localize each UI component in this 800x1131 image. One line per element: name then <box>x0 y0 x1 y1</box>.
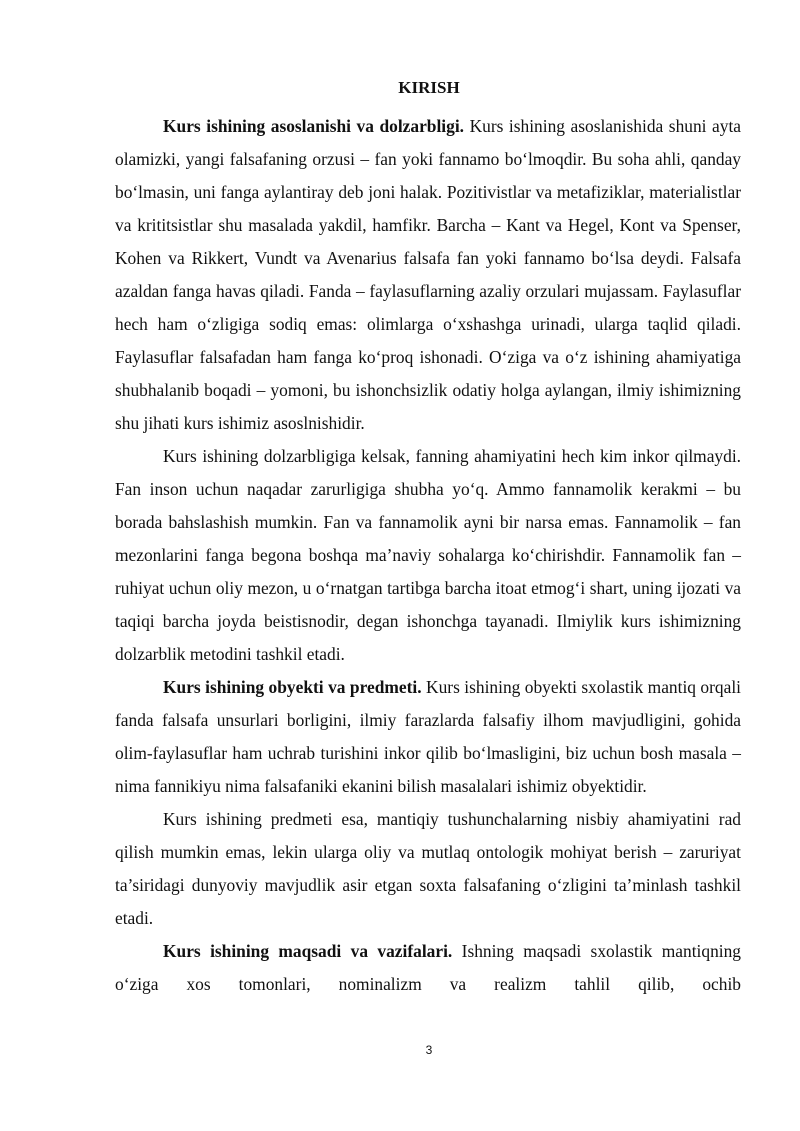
paragraph-lead: Kurs ishining maqsadi va vazifalari. <box>163 941 453 961</box>
page-number: 3 <box>425 1043 433 1057</box>
paragraph-goals <box>115 935 741 1001</box>
page-title: KIRISH <box>398 78 460 97</box>
paragraph-relevance <box>115 440 741 671</box>
paragraph-object-subject <box>115 671 741 803</box>
document-body <box>115 110 741 1001</box>
paragraph-text: Kurs ishining predmeti esa, mantiqiy tushunchalarning nisbiy ahamiyatini rad qilish mumkin emas, lekin ularga oliy va mutlaq ontologik mohiyat berish – zaruriyat ta’siridagi dunyoviy mavjudlik asir etgan soxta falsafaning o‘zligini ta’minlash tashkil etadi. <box>115 809 741 928</box>
paragraph-text: Kurs ishining asoslanishida shuni ayta olamizki, yangi falsafaning orzusi – fan yoki fannamo bo‘lmoqdir. Bu soha ahli, qanday bo‘lmasin, uni fanga aylantiray deb joni halak. Pozitivistlar va metafiziklar, materialistlar va krititsistlar shu masalada yakdil, hamfikr. Barcha – Kant va Hegel, Kont va Spenser, Kohen va Rikkert, Vundt va Avenarius falsafa fan yoki fannamo bo‘lsa deydi. Falsafa azaldan fanga havas qiladi. Fanda – faylasuflarning azaliy orzulari mujassam. Faylasuflar hech ham o‘zligiga sodiq emas: olimlarga o‘xshashga urinadi, ularga taqlid qiladi. Faylasuflar falsafadan ham fanga ko‘proq ishonadi. O‘ziga va o‘z ishining ahamiyatiga shubhalanib boqadi – yomoni, bu ishonchsizlik odatiy holga aylangan, ilmiy ishimizning shu jihati kurs ishimiz asoslnishidir. <box>115 116 741 433</box>
paragraph-subject <box>115 803 741 935</box>
paragraph-lead: Kurs ishining obyekti va predmeti. <box>163 677 422 697</box>
paragraph-justification <box>115 110 741 440</box>
paragraph-text: Ishning maqsadi sxolastik mantiqning o‘ziga xos tomonlari, nominalizm va realizm tahlil qilib, ochib <box>115 941 741 994</box>
paragraph-lead: Kurs ishining asoslanishi va dolzarbligi. <box>163 116 465 136</box>
paragraph-text: Kurs ishining dolzarbligiga kelsak, fanning ahamiyatini hech kim inkor qilmaydi. Fan inson uchun naqadar zarurligiga shubha yo‘q. Ammo fannamolik kerakmi – bu borada bahslashish mumkin. Fan va fannamolik ayni bir narsa emas. Fannamolik – fan mezonlarini fanga begona boshqa ma’naviy sohalarga ko‘chirishdir. Fannamolik fan – ruhiyat uchun oliy mezon, u o‘rnatgan tartibga barcha itoat etmog‘i shart, uning ijozati va taqiqi barcha joyda beistisnodir, degan ishonchga tayanadi. Ilmiylik kurs ishimizning dolzarblik metodini tashkil etadi. <box>115 446 741 664</box>
paragraph-text: Kurs ishining obyekti sxolastik mantiq orqali fanda falsafa unsurlari borligini, ilmiy farazlarda falsafiy ilhom mavjudligini, gohida olim-faylasuflar ham uchrab turishini inkor qilib bo‘lmasligini, biz uchun bosh masala – nima fannikiyu nima falsafaniki ekanini bilish masalalari ishimiz obyektidir. <box>115 677 741 796</box>
